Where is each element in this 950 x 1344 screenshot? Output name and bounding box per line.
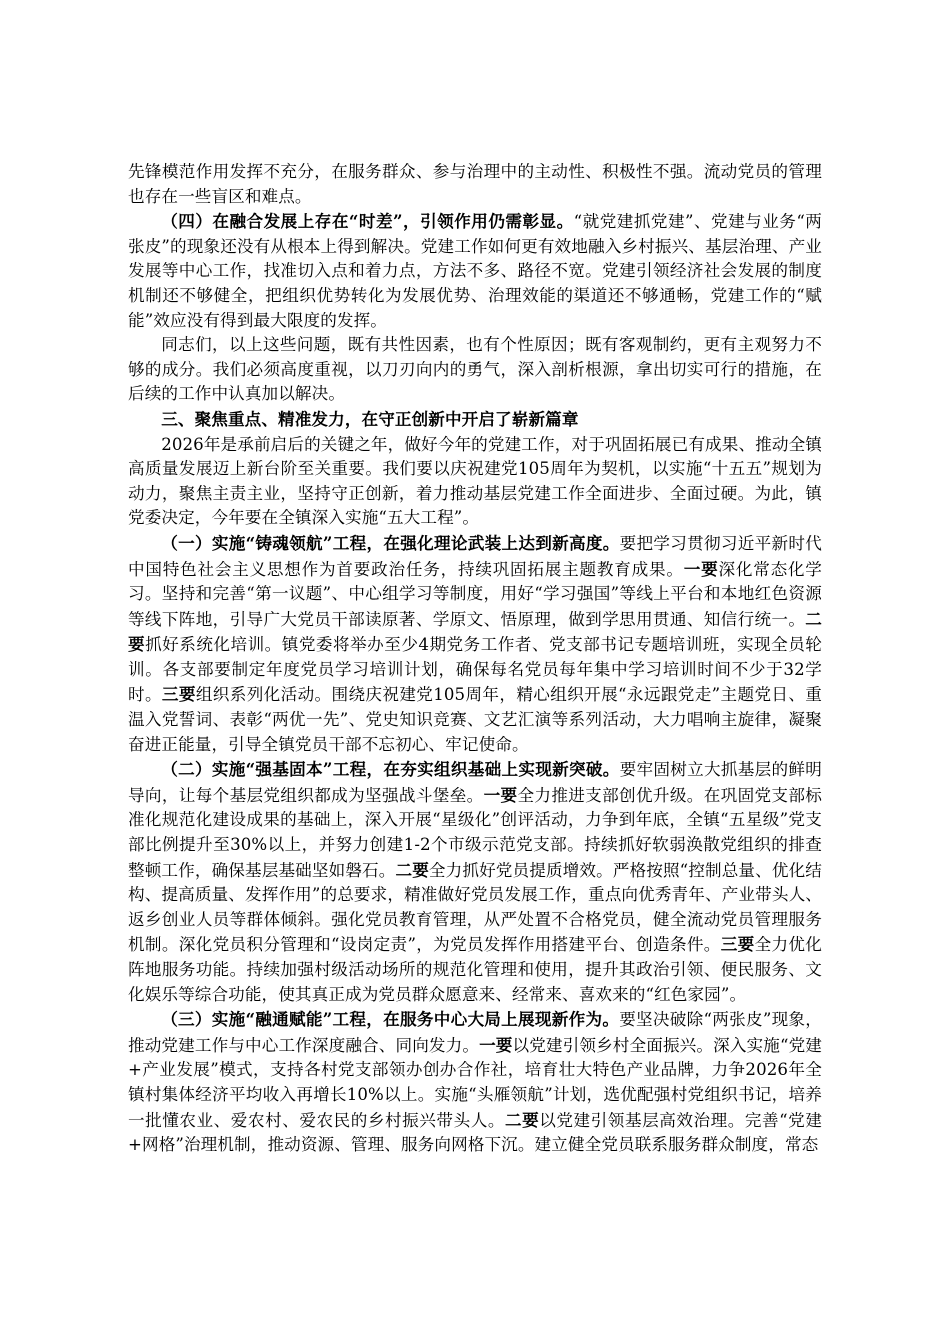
text-run: 以党建引领基层高效治理。完善“党建+网格”治理机制，推动资源、管理、服务向网格下沉。建立健全党员联系服务群众制度，常态 (128, 1110, 823, 1155)
paragraph (128, 757, 822, 1007)
text-run: 同志们，以上这些问题，既有共性因素，也有个性原因；既有客观制约，更有主观努力不够的成分。我们必须高度重视，以刀刃向内的勇气，深入剖析根源，拿出切实可行的措施，在后续的工作中认真加以解决。 (128, 335, 822, 404)
text-run: 2026年是承前启后的关键之年，做好今年的党建工作，对于巩固拓展已有成果、推动全镇高质量发展迈上新台阶至关重要。我们要以庆祝建党105周年为契机，以实施“十五五”规划为动力，聚焦主责主业，坚持守正创新，着力推动基层党建工作全面进步、全面过硬。为此，镇党委决定，今年要在全镇深入实施“五大工程”。 (128, 434, 822, 528)
bold-text-run: （三）实施“融通赋能”工程，在服务中心大局上展现新作为。 (161, 1009, 620, 1030)
text-run: 要坚决破除“两张皮”现象，推动党建工作与中心工作深度融合、同向发力。 (128, 1010, 822, 1055)
text-run: 全力推进支部创优升级。在巩固党支部标准化规范化建设成果的基础上，深入开展“星级化”创评活动，力争到年底，全镇“五星级”党支部比例提升至30%以上，并努力创建1-2个市级示范党支部。持续抓好软弱涣散党组织的排查整顿工作，确保基层基础坚如磐石。 (128, 785, 822, 880)
paragraph (128, 531, 822, 757)
bold-text-run: 一要 (479, 1034, 513, 1055)
text-run: 要把学习贯彻习近平新时代中国特色社会主义思想作为首要政治任务，持续巩固拓展主题教育成果。 (128, 533, 822, 579)
text-run: 深化常态化学习。坚持和完善“第一议题”、中心组学习等制度，用好“学习强国”等线上平台和本地红色资源等线下阵地，引导广大党员干部读原著、学原文、悟原理，做到学思用贯通、知信行统一。 (128, 559, 822, 629)
text-run: 先锋模范作用发挥不充分，在服务群众、参与治理中的主动性、积极性不强。流动党员的管理也存在一些盲区和难点。 (128, 162, 822, 206)
paragraph (128, 407, 822, 433)
paragraph (128, 1007, 822, 1158)
bold-text-run: （四）在融合发展上存在“时差”，引领作用仍需彰显。 (161, 211, 574, 232)
bold-text-run: 一要 (483, 784, 518, 805)
bold-text-run: 三要 (161, 684, 196, 705)
bold-text-run: （二）实施“强基固本”工程，在夯实组织基础上实现新突破。 (161, 759, 620, 780)
bold-text-run: 一要 (683, 558, 719, 579)
text-run: 全力优化阵地服务功能。持续加强村级活动场所的规范化管理和使用，提升其政治引领、便民服务、文化娱乐等综合功能，使其真正成为党员群众愿意来、经常来、喜欢来的“红色家园”。 (128, 935, 823, 1004)
bold-text-run: 三、聚焦重点、精准发力，在守正创新中开启了崭新篇章 (161, 408, 579, 429)
document-body (128, 160, 822, 1158)
text-run: “就党建抓党建”、党建与业务“两张皮”的现象还没有从根本上得到解决。党建工作如何更有效地融入乡村振兴、基层治理、产业发展等中心工作，找准切入点和着力点，方法不多、路径不宽。党建引领经济社会发展的制度机制还不够健全，把组织优势转化为发展优势、治理效能的渠道还不够通畅，党建工作的“赋能”效应没有得到最大限度的发挥。 (128, 212, 822, 330)
paragraph (128, 433, 822, 531)
text-run: 抓好系统化培训。镇党委将举办至少4期党务工作者、党支部书记专题培训班，实现全员轮训。各支部要制定年度党员学习培训计划，确保每名党员每年集中学习培训时间不少于32学时。 (128, 635, 822, 705)
bold-text-run: （一）实施“铸魂领航”工程，在强化理论武装上达到新高度。 (161, 532, 620, 553)
text-run: 组织系列化活动。围绕庆祝建党105周年，精心组织开展“永远跟党走”主题党日、重温入党誓词、表彰“两优一先”、党史知识竞赛、文艺汇演等系列活动，大力唱响主旋律，凝聚奋进正能量，引导全镇党员干部不忘初心、牢记使命。 (128, 685, 823, 754)
bold-text-run: 二要 (504, 1109, 540, 1130)
text-run: 全力抓好党员提质增效。严格按照“控制总量、优化结构、提高质量、发挥作用”的总要求，精准做好党员发展工作，重点向优秀青年、产业带头人、返乡创业人员等群体倾斜。强化党员教育管理，从严处置不合格党员，健全流动党员管理服务机制。深化党员积分管理和“设岗定责”，为党员发挥作用搭建平台、创造条件。 (128, 860, 822, 955)
text-run: 以党建引领乡村全面振兴。深入实施“党建+产业发展”模式，支持各村党支部领办创办合作社，培育壮大特色产业品牌，力争2026年全镇村集体经济平均收入再增长10%以上。实施“头雁领航”计划，选优配强村党组织书记，培养一批懂农业、爱农村、爱农民的乡村振兴带头人。 (128, 1035, 822, 1130)
bold-text-run: 二要 (395, 859, 429, 880)
paragraph (128, 160, 822, 209)
bold-text-run: 二要 (128, 608, 822, 655)
text-run: 要牢固树立大抓基层的鲜明导向，让每个基层党组织都成为坚强战斗堡垒。 (128, 760, 822, 805)
bold-text-run: 三要 (720, 934, 755, 955)
paragraph (128, 209, 822, 333)
paragraph (128, 333, 822, 407)
